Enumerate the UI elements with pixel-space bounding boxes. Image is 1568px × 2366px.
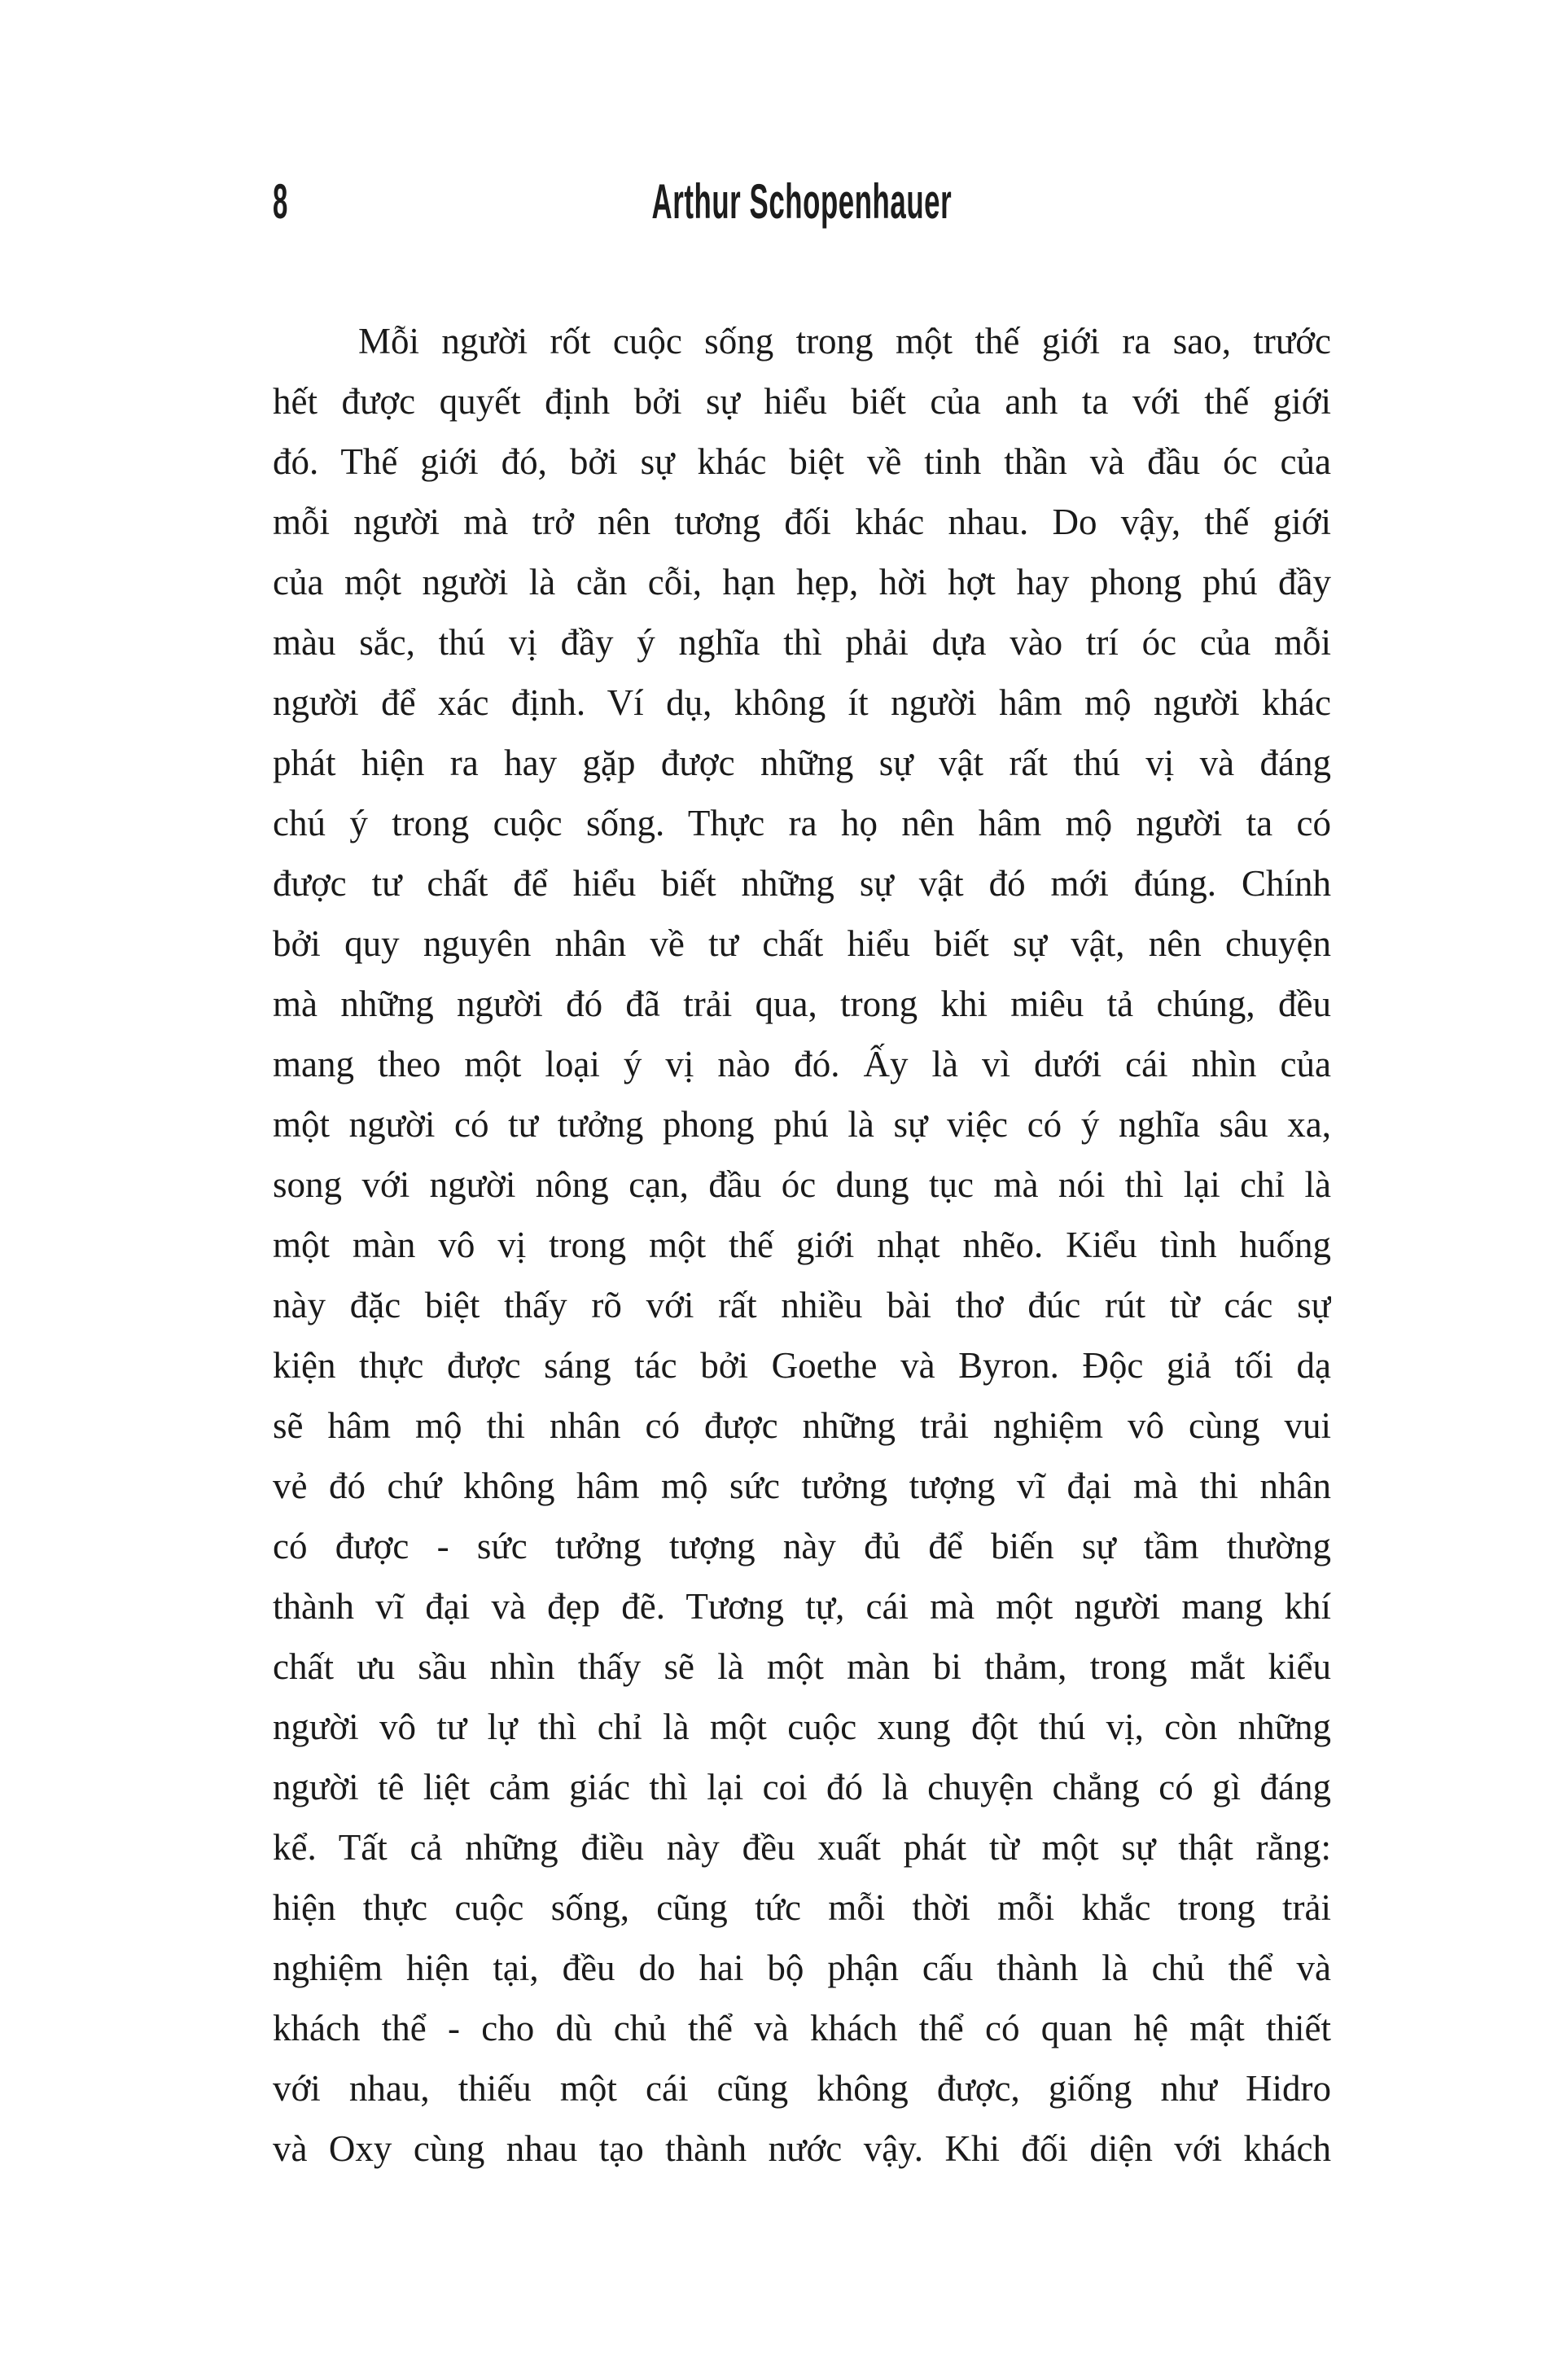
text-line: nghiệm hiện tại, đều do hai bộ phận cấu thành là chủ thể và [273,1948,1331,1988]
text-line: thành vĩ đại và đẹp đẽ. Tương tự, cái mà một người mang khí [273,1586,1331,1627]
text-line: mà những người đó đã trải qua, trong khi miêu tả chúng, đều [273,984,1331,1024]
running-header-title-wrap [273,174,1331,229]
text-line: khách thể - cho dù chủ thể và khách thể có quan hệ mật thiết [273,2008,1331,2048]
text-line: với nhau, thiếu một cái cũng không được, giống như Hidro [273,2068,1331,2109]
text-line: mang theo một loại ý vị nào đó. Ấy là vì dưới cái nhìn của [273,1044,1331,1084]
text-line: người tê liệt cảm giác thì lại coi đó là chuyện chẳng có gì đáng [273,1767,1331,1807]
running-header [273,174,1331,230]
text-line: và Oxy cùng nhau tạo thành nước vậy. Khi đối diện với khách [273,2128,1331,2169]
running-header-title: Arthur Schopenhauer [651,174,953,229]
text-line: chất ưu sầu nhìn thấy sẽ là một màn bi thảm, trong mắt kiểu [273,1646,1331,1687]
text-line: một màn vô vị trong một thế giới nhạt nhẽo. Kiểu tình huống [273,1225,1331,1265]
paragraph [273,311,1331,2179]
page-number: 8 [273,174,288,229]
text-line: sẽ hâm mộ thi nhân có được những trải nghiệm vô cùng vui [273,1405,1331,1446]
text-line: người vô tư lự thì chỉ là một cuộc xung đột thú vị, còn những [273,1707,1331,1747]
text-line: chú ý trong cuộc sống. Thực ra họ nên hâm mộ người ta có [273,803,1331,843]
text-line: hết được quyết định bởi sự hiểu biết của anh ta với thế giới [273,381,1331,422]
text-line: phát hiện ra hay gặp được những sự vật rất thú vị và đáng [273,743,1331,783]
text-line: đó. Thế giới đó, bởi sự khác biệt về tinh thần và đầu óc của [273,441,1331,482]
text-line: của một người là cằn cỗi, hạn hẹp, hời hợt hay phong phú đầy [273,562,1331,602]
text-line: này đặc biệt thấy rõ với rất nhiều bài thơ đúc rút từ các sự [273,1285,1331,1325]
text-line: hiện thực cuộc sống, cũng tức mỗi thời mỗi khắc trong trải [273,1887,1331,1928]
text-line: màu sắc, thú vị đầy ý nghĩa thì phải dựa vào trí óc của mỗi [273,622,1331,663]
text-line: được tư chất để hiểu biết những sự vật đó mới đúng. Chính [273,863,1331,904]
text-line: mỗi người mà trở nên tương đối khác nhau. Do vậy, thế giới [273,502,1331,542]
text-line: Mỗi người rốt cuộc sống trong một thế giới ra sao, trước [358,321,1331,361]
text-line: song với người nông cạn, đầu óc dung tục mà nói thì lại chỉ là [273,1164,1331,1205]
text-line: kể. Tất cả những điều này đều xuất phát từ một sự thật rằng: [273,1827,1331,1868]
text-line: kiện thực được sáng tác bởi Goethe và Byron. Độc giả tối dạ [273,1345,1331,1386]
text-line: vẻ đó chứ không hâm mộ sức tưởng tượng vĩ đại mà thi nhân [273,1466,1331,1506]
text-line: người để xác định. Ví dụ, không ít người hâm mộ người khác [273,682,1331,723]
text-line: một người có tư tưởng phong phú là sự việc có ý nghĩa sâu xa, [273,1104,1331,1145]
text-line: có được - sức tưởng tượng này đủ để biến sự tầm thường [273,1526,1331,1566]
text-line: bởi quy nguyên nhân về tư chất hiểu biết sự vật, nên chuyện [273,923,1331,964]
